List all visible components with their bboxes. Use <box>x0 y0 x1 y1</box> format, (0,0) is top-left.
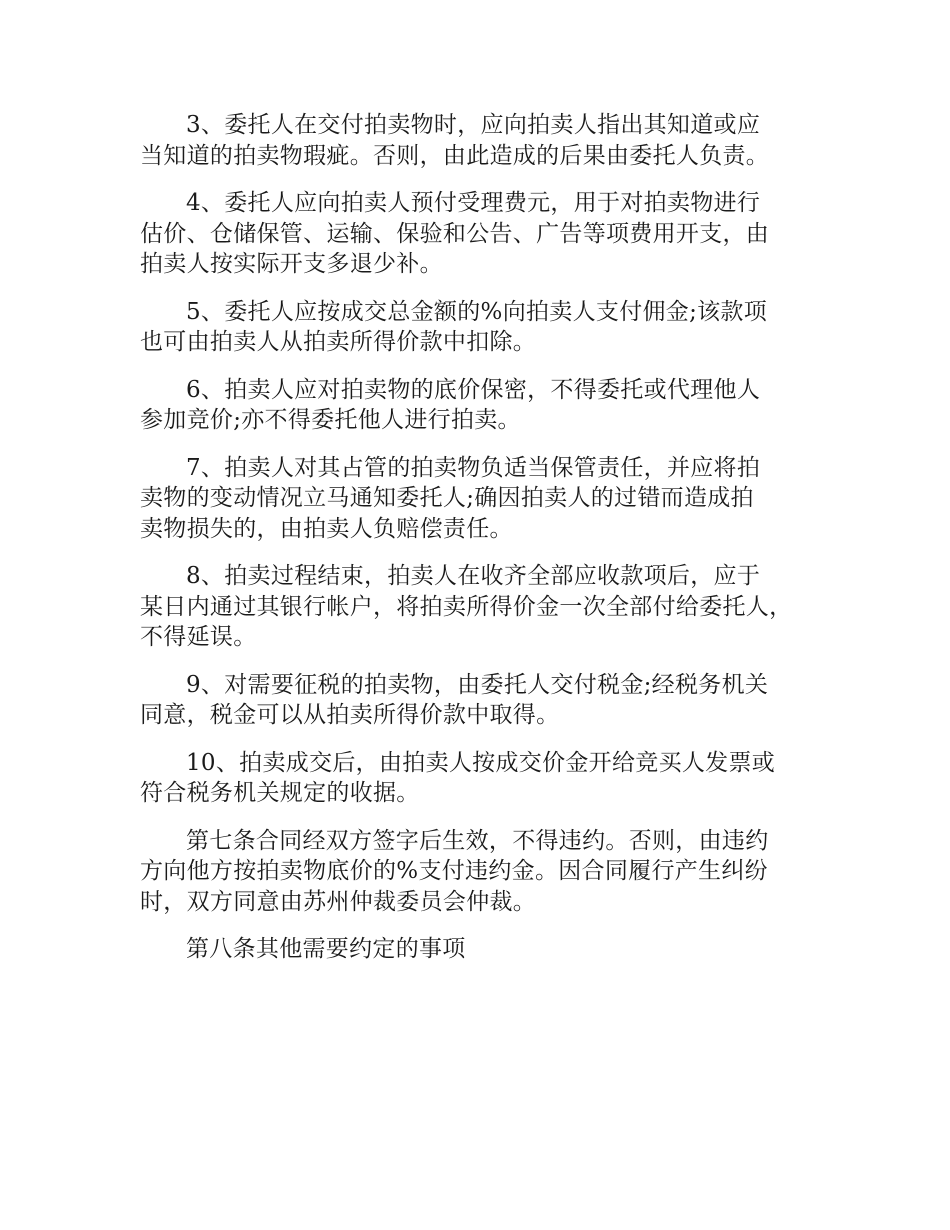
paragraph-line: 3、委托人在交付拍卖物时，应向拍卖人指出其知道或应 <box>186 112 761 138</box>
article-7-paragraph <box>140 826 840 918</box>
paragraph-line: 卖物的变动情况立马通知委托人;确因拍卖人的过错而造成拍 <box>140 485 754 511</box>
paragraph-line: 7、拍卖人对其占管的拍卖物负适当保管责任，并应将拍 <box>186 454 761 481</box>
paragraph-line: 5、委托人应按成交总金额的%向拍卖人支付佣金;该款项 <box>186 298 768 325</box>
clause-5-paragraph <box>140 297 840 358</box>
clause-9-paragraph <box>140 670 840 731</box>
clause-4-paragraph <box>140 188 840 280</box>
paragraph-line: 某日内通过其银行帐户，将拍卖所得价金一次全部付给委托人， <box>140 593 793 620</box>
paragraph-line: 4、委托人应向拍卖人预付受理费元，用于对拍卖物进行 <box>186 190 761 216</box>
paragraph-line: 第八条其他需要约定的事项 <box>186 936 466 962</box>
paragraph-line: 拍卖人按实际开支多退少补。 <box>140 251 443 277</box>
paragraph-line: 参加竞价;亦不得委托他人进行拍卖。 <box>140 407 521 433</box>
paragraph-line: 同意，税金可以从拍卖所得价款中取得。 <box>140 702 560 728</box>
paragraph-line: 卖物损失的，由拍卖人负赔偿责任。 <box>140 515 513 542</box>
clause-6-paragraph <box>140 375 840 436</box>
article-8-paragraph <box>140 934 840 965</box>
paragraph-line: 10、拍卖成交后，由拍卖人按成交价金开给竞买人发票或 <box>186 749 776 776</box>
paragraph-line: 也可由拍卖人从拍卖所得价款中扣除。 <box>140 329 537 355</box>
document-body <box>140 110 840 982</box>
paragraph-line: 时，双方同意由苏州仲裁委员会仲裁。 <box>140 888 537 915</box>
clause-3-paragraph <box>140 110 840 171</box>
paragraph-line: 第七条合同经双方签字后生效，不得违约。否则，由违约 <box>186 827 769 854</box>
paragraph-line: 方向他方按拍卖物底价的%支付违约金。因合同履行产生纠纷 <box>140 858 768 884</box>
paragraph-line: 9、对需要征税的拍卖物，由委托人交付税金;经税务机关 <box>186 671 769 698</box>
clause-7-paragraph <box>140 453 840 545</box>
clause-8-paragraph <box>140 561 840 653</box>
paragraph-line: 当知道的拍卖物瑕疵。否则，由此造成的后果由委托人负责。 <box>140 142 770 169</box>
paragraph-line: 估价、仓储保管、运输、保验和公告、广告等项费用开支，由 <box>140 220 770 247</box>
paragraph-line: 8、拍卖过程结束，拍卖人在收齐全部应收款项后，应于 <box>186 563 761 589</box>
paragraph-line: 符合税务机关规定的收据。 <box>140 780 420 806</box>
paragraph-line: 6、拍卖人应对拍卖物的底价保密，不得委托或代理他人 <box>186 376 761 403</box>
clause-10-paragraph <box>140 748 840 809</box>
paragraph-line: 不得延误。 <box>140 624 257 650</box>
